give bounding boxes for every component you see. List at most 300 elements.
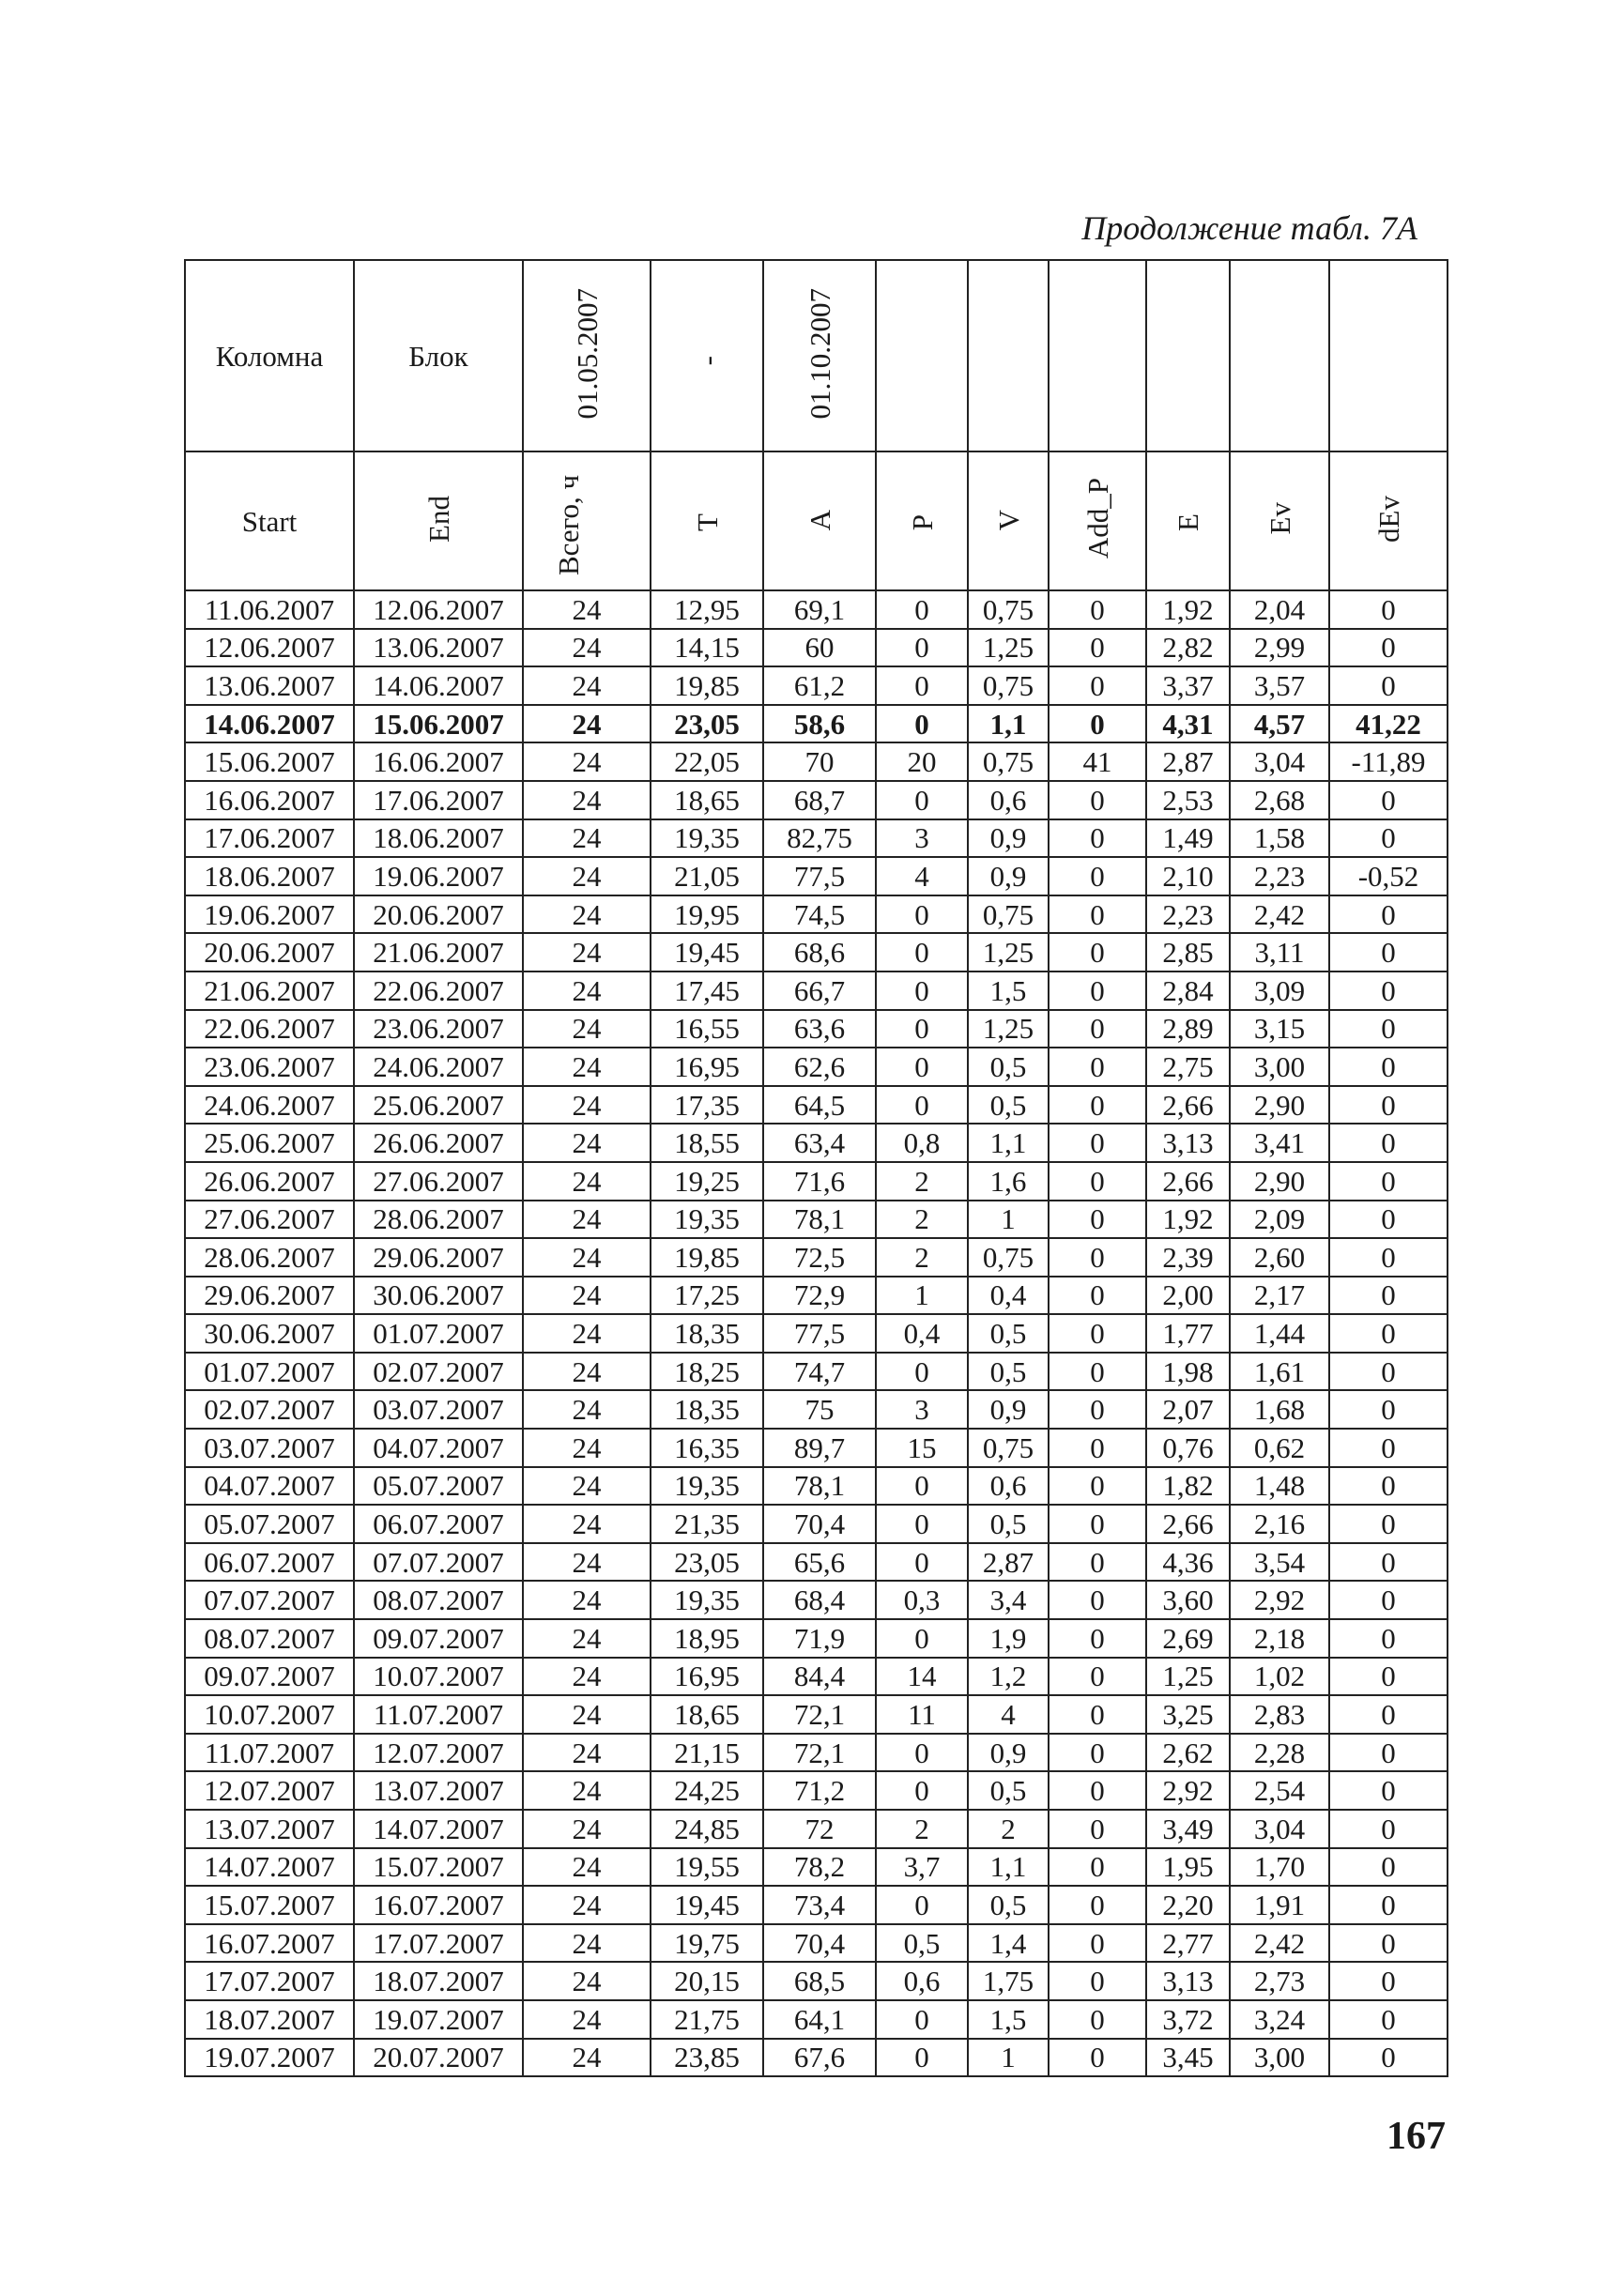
table-cell: 2,39: [1146, 1238, 1230, 1277]
table-cell: 26.06.2007: [185, 1162, 354, 1201]
table-cell: 1,58: [1230, 819, 1329, 858]
header-cell: [185, 260, 354, 451]
table-cell: 22.06.2007: [354, 972, 523, 1010]
table-cell: 3,11: [1230, 933, 1329, 972]
table-cell: 0: [876, 590, 968, 629]
table-cell: 17.07.2007: [354, 1924, 523, 1963]
table-cell: 14.07.2007: [185, 1848, 354, 1887]
table-cell: 0: [1049, 2039, 1146, 2077]
table-cell: 0: [1329, 1467, 1448, 1506]
table-cell: 05.07.2007: [185, 1505, 354, 1543]
table-cell: 0: [1329, 1124, 1448, 1162]
table-cell: 21,15: [651, 1734, 763, 1772]
table-cell: 20.07.2007: [354, 2039, 523, 2077]
table-cell: 72,5: [763, 1238, 876, 1277]
table-cell: 74,7: [763, 1353, 876, 1391]
table-cell: 0: [876, 705, 968, 743]
table-cell: 2,66: [1146, 1162, 1230, 1201]
header-cell: [968, 451, 1049, 590]
table-cell: 18,55: [651, 1124, 763, 1162]
table-cell: 21,35: [651, 1505, 763, 1543]
table-cell: 3,04: [1230, 1810, 1329, 1848]
table-cell: 1,91: [1230, 1886, 1329, 1924]
table-cell: 3,72: [1146, 2000, 1230, 2039]
table-cell: 21,75: [651, 2000, 763, 2039]
table-cell: 2: [876, 1162, 968, 1201]
table-cell: 19,55: [651, 1848, 763, 1887]
table-cell: 18,25: [651, 1353, 763, 1391]
table-cell: 10.07.2007: [354, 1658, 523, 1696]
table-cell: 2,84: [1146, 972, 1230, 1010]
table-cell: 06.07.2007: [185, 1543, 354, 1582]
table-cell: 08.07.2007: [354, 1581, 523, 1619]
table-cell: 24: [523, 1314, 651, 1353]
table-cell: 12.06.2007: [185, 629, 354, 667]
table-cell: 0: [1329, 1771, 1448, 1810]
table-cell: 24: [523, 1543, 651, 1582]
table-cell: 0: [1049, 1505, 1146, 1543]
table-cell: 13.07.2007: [185, 1810, 354, 1848]
table-cell: 19,35: [651, 1581, 763, 1619]
table-row: [185, 1010, 1448, 1048]
table-cell: 0: [1329, 1734, 1448, 1772]
table-cell: 09.07.2007: [185, 1658, 354, 1696]
header-cell: [651, 451, 763, 590]
header-cell: [523, 451, 651, 590]
table-cell: 0: [1329, 1619, 1448, 1658]
table-cell: 0,5: [968, 1086, 1049, 1125]
table-cell: 27.06.2007: [354, 1162, 523, 1201]
table-cell: 19,25: [651, 1162, 763, 1201]
table-cell: 24: [523, 1771, 651, 1810]
table-cell: 16.06.2007: [354, 742, 523, 781]
table-cell: 4: [876, 857, 968, 895]
table-cell: 24: [523, 1429, 651, 1467]
table-row: [185, 819, 1448, 858]
table-cell: 0,8: [876, 1124, 968, 1162]
table-cell: 0: [1329, 1390, 1448, 1429]
page-number: 167: [1387, 2115, 1446, 2158]
table-cell: 24: [523, 781, 651, 819]
table-cell: 24: [523, 1353, 651, 1391]
table-cell: 21.06.2007: [354, 933, 523, 972]
table-cell: 2,53: [1146, 781, 1230, 819]
table-cell: 0: [1049, 1124, 1146, 1162]
table-cell: 63,6: [763, 1010, 876, 1048]
table-row: [185, 1543, 1448, 1582]
table-cell: 0: [876, 1086, 968, 1125]
table-cell: 71,6: [763, 1162, 876, 1201]
table-cell: 24: [523, 933, 651, 972]
table-cell: 14,15: [651, 629, 763, 667]
header-text: Ev: [1263, 502, 1296, 535]
table-cell: 0,5: [968, 1353, 1049, 1391]
table-cell: 12.07.2007: [185, 1771, 354, 1810]
table-cell: 2,28: [1230, 1734, 1329, 1772]
table-cell: 1,25: [968, 1010, 1049, 1048]
header-cell: [1146, 260, 1230, 451]
table-cell: 1,82: [1146, 1467, 1230, 1506]
table-cell: 2,04: [1230, 590, 1329, 629]
table-cell: 0: [1049, 1162, 1146, 1201]
header-text: V: [991, 510, 1025, 531]
table-cell: 17.06.2007: [354, 781, 523, 819]
table-cell: 0: [1329, 819, 1448, 858]
table-cell: 19.06.2007: [185, 895, 354, 934]
table-row: [185, 705, 1448, 743]
table-cell: 0,9: [968, 1734, 1049, 1772]
header-cell: [354, 451, 523, 590]
table-cell: 0: [876, 1619, 968, 1658]
table-cell: 2,69: [1146, 1619, 1230, 1658]
table-cell: 0: [1329, 629, 1448, 667]
table-cell: 0,5: [876, 1924, 968, 1963]
table-cell: 2,66: [1146, 1505, 1230, 1543]
table-cell: 15: [876, 1429, 968, 1467]
table-cell: 2: [876, 1238, 968, 1277]
table-cell: 0: [1329, 1010, 1448, 1048]
table-cell: 2,18: [1230, 1619, 1329, 1658]
table-cell: 16.07.2007: [354, 1886, 523, 1924]
table-cell: 19.07.2007: [185, 2039, 354, 2077]
header-cell: [1230, 451, 1329, 590]
header-text: 01.10.2007: [803, 287, 836, 420]
table-cell: 04.07.2007: [185, 1467, 354, 1506]
table-cell: 0,9: [968, 1390, 1049, 1429]
table-cell: 0: [1329, 1505, 1448, 1543]
table-cell: 16.07.2007: [185, 1924, 354, 1963]
header-row-1: [185, 260, 1448, 451]
table-cell: 0: [1329, 781, 1448, 819]
table-cell: 11.07.2007: [354, 1695, 523, 1734]
table-cell: 0: [876, 666, 968, 705]
table-cell: 21.06.2007: [185, 972, 354, 1010]
table-cell: 0: [876, 1010, 968, 1048]
table-cell: 19,85: [651, 666, 763, 705]
table-cell: 17,35: [651, 1086, 763, 1125]
table-cell: 1,92: [1146, 590, 1230, 629]
table-cell: 24: [523, 1162, 651, 1201]
table-cell: 3,15: [1230, 1010, 1329, 1048]
table-cell: 0: [876, 895, 968, 934]
table-row: [185, 1962, 1448, 2000]
table-cell: 2,73: [1230, 1962, 1329, 2000]
table-cell: 24: [523, 1924, 651, 1963]
table-cell: 11.06.2007: [185, 590, 354, 629]
table-cell: 1,77: [1146, 1314, 1230, 1353]
table-cell: 0: [1049, 1734, 1146, 1772]
table-cell: 0: [1329, 590, 1448, 629]
table-cell: 3,09: [1230, 972, 1329, 1010]
table-cell: 69,1: [763, 590, 876, 629]
table-cell: 41: [1049, 742, 1146, 781]
header-cell: [523, 260, 651, 451]
table-cell: 0: [1049, 1467, 1146, 1506]
table-cell: 0: [1329, 1848, 1448, 1887]
table-cell: 0: [1049, 2000, 1146, 2039]
table-cell: 3: [876, 1390, 968, 1429]
table-cell: 03.07.2007: [185, 1429, 354, 1467]
table-cell: 72,1: [763, 1734, 876, 1772]
table-cell: 0,75: [968, 666, 1049, 705]
header-text: -: [690, 356, 724, 366]
table-row: [185, 2000, 1448, 2039]
table-cell: 72,1: [763, 1695, 876, 1734]
table-cell: 11.07.2007: [185, 1734, 354, 1772]
table-cell: 0,5: [968, 1505, 1049, 1543]
table-row: [185, 1505, 1448, 1543]
table-cell: 1,1: [968, 1124, 1049, 1162]
table-cell: 2,83: [1230, 1695, 1329, 1734]
table-cell: 1,9: [968, 1619, 1049, 1658]
table-cell: 0,75: [968, 590, 1049, 629]
table-cell: 22.06.2007: [185, 1010, 354, 1048]
table-cell: 19,75: [651, 1924, 763, 1963]
table-cell: 0: [876, 1886, 968, 1924]
table-cell: 22,05: [651, 742, 763, 781]
table-cell: 1,2: [968, 1658, 1049, 1696]
table-cell: 65,6: [763, 1543, 876, 1582]
table-row: [185, 1734, 1448, 1772]
table-row: [185, 1581, 1448, 1619]
table-cell: 0,5: [968, 1886, 1049, 1924]
table-cell: 24: [523, 857, 651, 895]
table-cell: 0: [1329, 1353, 1448, 1391]
table-cell: 12.06.2007: [354, 590, 523, 629]
table-cell: 1,95: [1146, 1848, 1230, 1887]
table-cell: 1,70: [1230, 1848, 1329, 1887]
table-cell: 1,02: [1230, 1658, 1329, 1696]
table-cell: 58,6: [763, 705, 876, 743]
table-cell: 3,7: [876, 1848, 968, 1887]
table-cell: 24: [523, 1619, 651, 1658]
table-cell: 67,6: [763, 2039, 876, 2077]
header-row-2: [185, 451, 1448, 590]
table-cell: 0: [1329, 2039, 1448, 2077]
table-row: [185, 1048, 1448, 1086]
table-cell: 24: [523, 819, 651, 858]
table-cell: 0: [1049, 1277, 1146, 1315]
table-cell: 0,4: [876, 1314, 968, 1353]
table-cell: 62,6: [763, 1048, 876, 1086]
table-row: [185, 629, 1448, 667]
header-cell: [651, 260, 763, 451]
table-cell: 2: [968, 1810, 1049, 1848]
table-cell: 1,49: [1146, 819, 1230, 858]
table-row: [185, 972, 1448, 1010]
table-cell: 2,62: [1146, 1734, 1230, 1772]
table-cell: 01.07.2007: [354, 1314, 523, 1353]
header-cell: [1049, 260, 1146, 451]
table-cell: 2,42: [1230, 895, 1329, 934]
table-row: [185, 1810, 1448, 1848]
table-cell: 14.06.2007: [354, 666, 523, 705]
table-cell: 78,2: [763, 1848, 876, 1887]
table-cell: 0: [876, 1543, 968, 1582]
table-cell: 61,2: [763, 666, 876, 705]
table-cell: 0,76: [1146, 1429, 1230, 1467]
header-text: dEv: [1371, 495, 1405, 543]
table-row: [185, 1619, 1448, 1658]
table-cell: 0: [1329, 972, 1448, 1010]
table-cell: 70,4: [763, 1505, 876, 1543]
table-cell: 23,85: [651, 2039, 763, 2077]
table-cell: 71,9: [763, 1619, 876, 1658]
header-text: A: [803, 510, 836, 531]
table-cell: 16,55: [651, 1010, 763, 1048]
table-cell: 0: [1049, 1543, 1146, 1582]
table-cell: 64,1: [763, 2000, 876, 2039]
table-cell: 2,20: [1146, 1886, 1230, 1924]
table-row: [185, 1086, 1448, 1125]
table-cell: 24: [523, 1848, 651, 1887]
table-cell: 19,95: [651, 895, 763, 934]
table-row: [185, 1658, 1448, 1696]
table-cell: 24: [523, 590, 651, 629]
table-cell: 82,75: [763, 819, 876, 858]
table-cell: 1,1: [968, 705, 1049, 743]
table-cell: 3,25: [1146, 1695, 1230, 1734]
table-cell: 19,45: [651, 933, 763, 972]
table-row: [185, 933, 1448, 972]
table-cell: 3,13: [1146, 1124, 1230, 1162]
table-cell: 1,25: [1146, 1658, 1230, 1696]
table-cell: 2: [876, 1810, 968, 1848]
table-cell: 3,13: [1146, 1962, 1230, 2000]
table-cell: 14.06.2007: [185, 705, 354, 743]
table-cell: 0: [876, 1048, 968, 1086]
table-cell: 11: [876, 1695, 968, 1734]
table-cell: 0: [1049, 857, 1146, 895]
table-cell: 26.06.2007: [354, 1124, 523, 1162]
table-cell: 19,35: [651, 1467, 763, 1506]
table-cell: 0,5: [968, 1314, 1049, 1353]
table-cell: 0: [876, 1734, 968, 1772]
table-row: [185, 1353, 1448, 1391]
table-cell: 0: [1049, 933, 1146, 972]
table-cell: 05.07.2007: [354, 1467, 523, 1506]
table-cell: 0: [1329, 1429, 1448, 1467]
table-cell: 19,35: [651, 1201, 763, 1239]
table-row: [185, 1429, 1448, 1467]
table-cell: 3,57: [1230, 666, 1329, 705]
table-cell: 24: [523, 895, 651, 934]
table-cell: 24.06.2007: [185, 1086, 354, 1125]
table-cell: 24: [523, 1734, 651, 1772]
table-row: [185, 1201, 1448, 1239]
header-text: End: [421, 495, 455, 543]
table-cell: 1,6: [968, 1162, 1049, 1201]
table-cell: 24,85: [651, 1810, 763, 1848]
table-cell: 0: [1049, 1048, 1146, 1086]
table-cell: 0: [1049, 1581, 1146, 1619]
table-cell: 0: [1049, 1848, 1146, 1887]
table-cell: 3,37: [1146, 666, 1230, 705]
table-cell: 0: [1049, 705, 1146, 743]
table-cell: 18,65: [651, 781, 763, 819]
table-cell: 0: [1329, 1810, 1448, 1848]
table-cell: 07.07.2007: [354, 1543, 523, 1582]
header-text: Коломна: [215, 339, 324, 373]
table-cell: 14.07.2007: [354, 1810, 523, 1848]
table-row: [185, 1695, 1448, 1734]
table-cell: 20.06.2007: [354, 895, 523, 934]
table-cell: 0: [1049, 1429, 1146, 1467]
table-cell: 0: [876, 972, 968, 1010]
table-cell: 2,89: [1146, 1010, 1230, 1048]
table-cell: 1,68: [1230, 1390, 1329, 1429]
table-cell: 66,7: [763, 972, 876, 1010]
table-row: [185, 1848, 1448, 1887]
table-cell: 2,00: [1146, 1277, 1230, 1315]
table-cell: 0: [876, 1467, 968, 1506]
table-cell: 0: [1329, 2000, 1448, 2039]
table-cell: 19,85: [651, 1238, 763, 1277]
table-cell: 15.07.2007: [185, 1886, 354, 1924]
table-cell: 02.07.2007: [185, 1390, 354, 1429]
table-cell: 63,4: [763, 1124, 876, 1162]
table-cell: 0,5: [968, 1771, 1049, 1810]
table-cell: 23,05: [651, 1543, 763, 1582]
table-cell: 24: [523, 705, 651, 743]
table-cell: 1,48: [1230, 1467, 1329, 1506]
table-cell: 15.06.2007: [354, 705, 523, 743]
table-cell: 0: [1329, 1048, 1448, 1086]
table-cell: 0: [1329, 1543, 1448, 1582]
table-cell: 75: [763, 1390, 876, 1429]
table-cell: 17,45: [651, 972, 763, 1010]
table-cell: 24,25: [651, 1771, 763, 1810]
table-cell: 12,95: [651, 590, 763, 629]
table-cell: 1,25: [968, 629, 1049, 667]
table-cell: 2,23: [1146, 895, 1230, 934]
table-row: [185, 781, 1448, 819]
table-cell: 2,75: [1146, 1048, 1230, 1086]
header-cell: [1230, 260, 1329, 451]
table-cell: 24: [523, 1010, 651, 1048]
table-cell: 1: [876, 1277, 968, 1315]
table-cell: 3,24: [1230, 2000, 1329, 2039]
table-cell: 23,05: [651, 705, 763, 743]
table-cell: 24: [523, 1467, 651, 1506]
table-cell: 84,4: [763, 1658, 876, 1696]
table-cell: 24: [523, 1581, 651, 1619]
table-cell: 1,75: [968, 1962, 1049, 2000]
table-cell: 24: [523, 666, 651, 705]
table-cell: 0: [1049, 1086, 1146, 1125]
table-cell: 0,6: [968, 781, 1049, 819]
table-row: [185, 1390, 1448, 1429]
data-table: [184, 259, 1448, 2077]
table-row: [185, 1886, 1448, 1924]
table-cell: 73,4: [763, 1886, 876, 1924]
table-cell: 0: [1329, 933, 1448, 972]
table-cell: 3,45: [1146, 2039, 1230, 2077]
table-cell: 2,54: [1230, 1771, 1329, 1810]
table-cell: 2,82: [1146, 629, 1230, 667]
table-cell: 0: [1049, 819, 1146, 858]
table-cell: 06.07.2007: [354, 1505, 523, 1543]
table-cell: 2,99: [1230, 629, 1329, 667]
header-cell: [1049, 451, 1146, 590]
table-cell: 0,5: [968, 1048, 1049, 1086]
table-cell: 24: [523, 1086, 651, 1125]
table-cell: 0: [1049, 1695, 1146, 1734]
table-cell: 0: [1049, 1924, 1146, 1963]
table-cell: 0: [1049, 781, 1146, 819]
table-cell: 0: [1329, 1086, 1448, 1125]
table-cell: 3,49: [1146, 1810, 1230, 1848]
